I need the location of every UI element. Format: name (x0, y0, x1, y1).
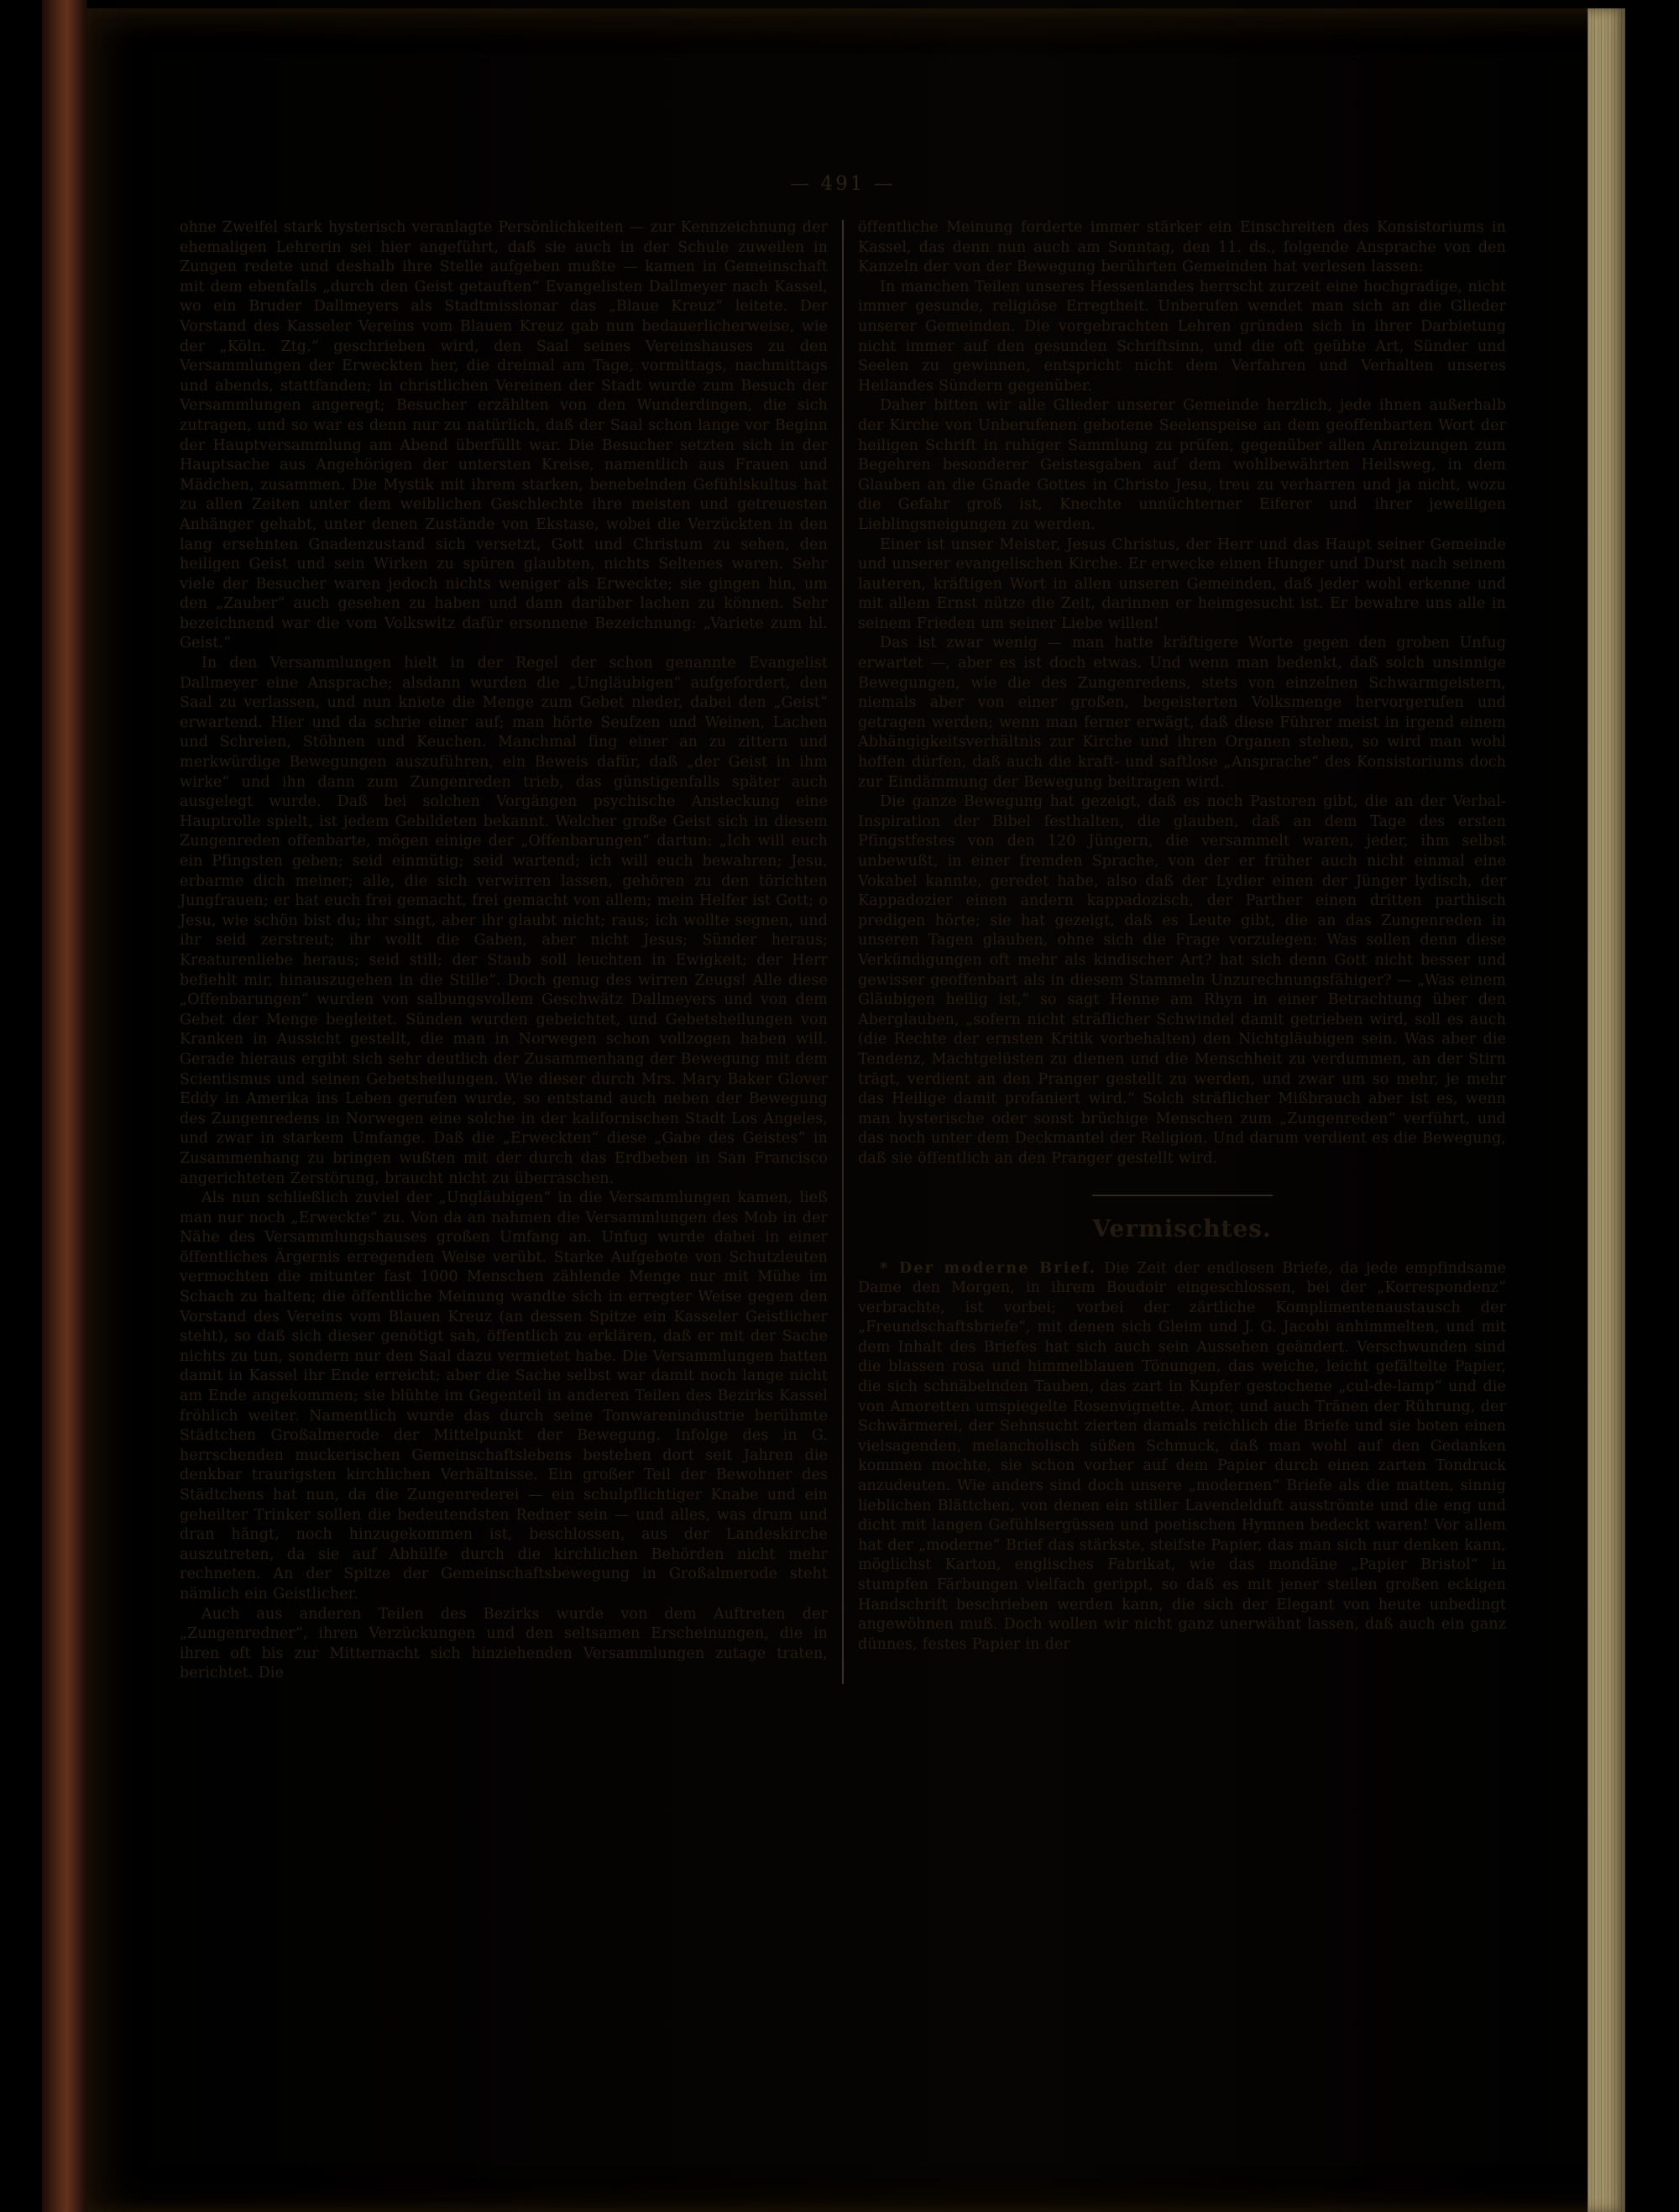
column-divider (842, 220, 844, 1684)
page-paper (87, 8, 1625, 2212)
section-rule (1092, 1195, 1273, 1196)
article-lead: * Der moderne Brief. (880, 1259, 1097, 1277)
paragraph: Als nun schließlich zuviel der „Ungläubigen“ in die Versammlungen kamen, ließ man nur noch „Erweckte“ zu. Von da an nahmen die Versammlungen des Mob in der Nähe des Versammlungshauses großen Umfang an. Unfug wurde dabei in einer öffentliches Ärgernis erregenden Weise verübt. Starke Aufgebote von Schutzleuten vermochten die mitunter fast 1000 Menschen zählende Menge nur mit Mühe im Schach zu halten; die öffentliche Meinung wandte sich in erregter Weise gegen den Vorstand des Vereins vom Blauen Kreuz (an dessen Spitze ein Kasseler Geistlicher steht), so daß sich dieser genötigt sah, öffentlich zu erklären, daß er mit der Sache nichts zu tun, sondern nur den Saal dazu vermietet habe. Die Versammlungen hatten damit in Kassel ihr Ende erreicht; aber die Sache selbst war damit noch lange nicht am Ende angekommen; sie blühte im Gegenteil in anderen Teilen des Bezirks Kassel fröhlich weiter. Namentlich wurde das durch seine Tonwarenindustrie berühmte Städtchen Großalmerode der Mittelpunkt der Bewegung. Infolge des in G. herrschenden muckerischen Gemeinschaftslebens bestehen dort seit Jahren die denkbar traurigsten kirchlichen Verhältnisse. Ein großer Teil der Bewohner des Städtchens hat nun, da die Zungenrederei — ein schulpflichtiger Knabe und ein geheilter Trinker sollen die bedeutendsten Redner sein — und alles, was drum und dran hängt, noch hinzugekommen ist, beschlossen, aus der Landeskirche auszutreten, da sie auf Abhülfe durch die kirchlichen Behörden nicht mehr rechneten. An der Spitze der Gemeinschaftsbewegung in Großalmerode steht nämlich ein Geistlicher. (180, 1190, 828, 1603)
paragraph: ohne Zweifel stark hysterisch veranlagte Persönlichkeiten — zur Kennzeichnung der ehemaligen Lehrerin sei hier angeführt, daß sie auch in der Schule zuweilen in Zungen redete und deshalb ihre Stelle aufgeben mußte — kamen in Gemeinschaft mit dem ebenfalls „durch den Geist getauften“ Evangelisten Dallmeyer nach Kassel, wo ein Bruder Dallmeyers als Stadtmissionar das „Blaue Kreuz“ leitete. Der Vorstand des Kasseler Vereins vom Blauen Kreuz gab nun bedauerlicherweise, wie der „Köln. Ztg.“ geschrieben wird, den Saal seines Vereinshauses zu den Versammlungen der Erweckten her, die dreimal am Tage, vormittags, nachmittags und abends, stattfanden; in christlichen Vereinen der Stadt wurde zum Besuch der Versammlungen angeregt; Besucher erzählten von den Wunderdingen, die sich zutragen, und so war es denn nur zu natürlich, daß der Saal schon lange vor Beginn der Hauptversammlung am Abend überfüllt war. Die Besucher setzten sich in der Hauptsache aus Angehörigen der untersten Kreise, namentlich aus Frauen und Mädchen, zusammen. Die Mystik mit ihrem starken, benebelnden Gefühlskultus hat zu allen Zeiten unter dem weiblichen Geschlechte ihre meisten und getreuesten Anhänger gehabt, unter denen Zustände von Ekstase, wobei die Verzückten in den lang ersehnten Gnadenzustand sich versetzt, Gott und Christum zu sehen, den heiligen Geist und sein Wirken zu spüren glaubten, nichts Seltenes waren. Sehr viele der Besucher waren jedoch nichts weniger als Erweckte; sie gingen hin, um den „Zauber“ auch gesehen zu haben und dann darüber lachen zu können. Sehr bezeichnend war die vom Volkswitz dafür ersonnene Bezeichnung: „Variete zum hl. Geist.“ (180, 219, 828, 652)
paragraph: Auch aus anderen Teilen des Bezirks wurde von dem Auftreten der „Zungenredner“, ihren Verzückungen und den seltsamen Erscheinungen, die in ihren oft bis zur Mitternacht sich hinziehenden Versammlungen zutage traten, berichtet. Die (180, 1605, 828, 1682)
paragraph: Daher bitten wir alle Glieder unserer Gemeinde herzlich, jede ihnen außerhalb der Kirche von Unberufenen gebotene Seelenspeise an dem geoffenbarten Wort der heiligen Schrift in ruhiger Sammlung zu prüfen, gegenüber allen Anreizungen zum Begehren besonderer Geistesgaben auf dem wohlbewährten Heilsweg, in dem Glauben an die Gnade Gottes in Christo Jesu, treu zu verharren und ja nicht, wozu die Gefahr groß ist, Knechte unnüchterner Eiferer und ihrer jeweiligen Lieblingsneigungen zu werden. (858, 397, 1506, 533)
article-body: Die Zeit der endlosen Briefe, da jede empfindsame Dame den Morgen, in ihrem Boudoir eingeschlossen, bei der „Korrespondenz“ verbrachte, ist vorbei; vorbei der zärtliche Komplimentenaustausch der „Freundschaftsbriefe“, mit denen sich Gleim und J. G. Jacobi anhimmelten, und mit dem Inhalt des Briefes hat sich auch sein Aussehen geändert. Verschwunden sind die blassen rosa und himmelblauen Tönungen, das weiche, leicht gefältelte Papier, die sich schnäbelnden Tauben, das zart in Kupfer gestochene „cul-de-lamp“ und die von Amoretten umspiegelte Rosenvignette. Amor, und auch Tränen der Rührung, der Schwärmerei, der Sehnsucht zierten damals reichlich die Briefe und sie boten einen vielsagenden, melancholisch süßen Schmuck, daß man wohl auf den Gedanken kommen mochte, sie schon vorher auf dem Papier durch einen zarten Tondruck anzudeuten. Wie anders sind doch unsere „modernen“ Briefe als die matten, sinnig lieblichen Blättchen, von denen ein stiller Lavendelduft ausströmte und die eng und dicht mit langen Gefühlsergüssen und poetischen Hymnen bedeckt waren! Vor allem hat der „moderne“ Brief das stärkste, steifste Papier, das man sich nur denken kann, möglichst Karton, englisches Fabrikat, wie das mondäne „Papier Bristol“ in stumpfen Färbungen vielfach gerippt, so daß es mit jener steilen großen eckigen Handschrift beschrieben werden kann, die sich der Elegant von heute unbedingt angewöhnen muß. Doch wollen wir nicht ganz unerwähnt lassen, daß auch ein ganz dünnes, festes Papier in der (858, 1259, 1506, 1653)
book-spine-edge (42, 0, 87, 2212)
text-column-right (858, 218, 1506, 1684)
paragraph: Einer ist unser Meister, Jesus Christus, der Herr und das Haupt seiner Gemeinde und unserer evangelischen Kirche. Er erwecke einen Hunger und Durst nach seinem lauteren, kräftigen Wort in allen unseren Gemeinden, daß jeder wohl erkenne und mit allem Ernst nütze die Zeit, darinnen er heimgesucht ist. Er bewahre uns alle in seinem Frieden um seiner Liebe willen! (858, 536, 1506, 632)
paragraph: In den Versammlungen hielt in der Regel der schon genannte Evangelist Dallmeyer eine Ansprache; alsdann wurden die „Ungläubigen“ aufgefordert, den Saal zu verlassen, und nun kniete die Menge zum Gebet nieder, dabei den „Geist“ erwartend. Hier und da schrie einer auf; man hörte Seufzen und Weinen, Lachen und Schreien, Stöhnen und Keuchen. Manchmal fing einer an zu zittern und merkwürdige Bewegungen auszuführen, ein Beweis dafür, daß „der Geist in ihm wirke“ und ihn dann zum Zungenreden trieb, das günstigenfalls später auch ausgelegt wurde. Daß bei solchen Vorgängen psychische Ansteckung eine Hauptrolle spielt, ist jedem Gebildeten bekannt. Welcher große Geist sich in diesem Zungenreden offenbarte, mögen einige der „Offenbarungen“ dartun: „Ich will euch ein Pfingsten geben; seid einmütig; seid wartend; ich will euch bewahren; Jesu, erbarme dich meiner; alle, die sich verwirren lassen, gehören zu den törichten Jungfrauen; er hat euch frei gemacht, frei gemacht von allem; mein Helfer ist Gott; o Jesu, wie schön bist du; ihr singt, aber ihr glaubt nicht; raus; ich wollte segnen, und ihr seid zerstreut; ihr wollt die Gaben, aber nicht Jesus; Sünder heraus; Kreaturenliebe heraus; seid still; der Staub soll leuchten in Ewigkeit; der Herr befiehlt mir, hinauszugehen in die Stille“. Doch genug des wirren Zeugs! Alle diese „Offenbarungen“ wurden von salbungsvollem Geschwätz Dallmeyers und von dem Gebet der Menge begleitet. Sünden wurden gebeichtet, und Gebetsheilungen von Kranken in Aussicht gestellt, die man in Norwegen schon vollzogen haben will. Gerade hieraus ergibt sich sehr deutlich der Zusammenhang der Bewegung mit dem Scientismus und seinen Gebetsheilungen. Wie dieser durch Mrs. Mary Baker Glover Eddy in Amerika ins Leben gerufen wurde, so entstand auch neben der Bewegung des Zungenredens in Norwegen eine solche in der kalifornischen Stadt Los Angeles, und zwar in starkem Umfange. Daß die „Erweckten“ diese „Gabe des Geistes“ in Zusammenhang zu bringen wußten mit der durch das Erdbeben in San Francisco angerichteten Zerstörung, braucht nicht zu überraschen. (180, 655, 828, 1187)
paragraph (858, 1259, 1506, 1655)
paragraph: In manchen Teilen unseres Hessenlandes herrscht zurzeit eine hochgradige, nicht immer gesunde, religiöse Erregtheit. Unberufen wendet man sich an die Glieder unserer Gemeinden. Die vorgebrachten Lehren gründen sich in ihrer Darbietung nicht immer auf den gesunden Schriftsinn, und die oft geübte Art, Sünder und Seelen zu gewinnen, entspricht nicht dem Verfahren und Verhalten unseres Heilandes Sündern gegenüber. (858, 278, 1506, 395)
text-column-left (180, 218, 828, 1684)
paragraph: Das ist zwar wenig — man hatte kräftigere Worte gegen den groben Unfug erwartet —, aber es ist doch etwas. Und wenn man bedenkt, daß solch unsinnige Bewegungen, wie die des Zungenredens, stets von einzelnen Schwarmgeistern, niemals aber von einer großen, begeisterten Volksmenge hervorgerufen und getragen werden; wenn man ferner erwägt, daß diese Führer meist in irgend einem Abhängigkeitsverhältnis zur Kirche und ihren Organen stehen, so wird man wohl hoffen dürfen, daß auch die kraft- und saftlose „Ansprache“ des Konsistoriums doch zur Eindämmung der Bewegung beitragen wird. (858, 635, 1506, 791)
page-edge-stack (1587, 8, 1625, 2212)
page-number: — 491 — (790, 173, 896, 195)
section-heading: Vermischtes. (1092, 1214, 1272, 1242)
paragraph: öffentliche Meinung forderte immer stärker ein Einschreiten des Konsistoriums in Kassel, das denn nun auch am Sonntag, den 11. ds., folgende Ansprache von den Kanzeln der von der Bewegung berührten Gemeinden hat verlesen lassen: (858, 219, 1506, 276)
paragraph: Die ganze Bewegung hat gezeigt, daß es noch Pastoren gibt, die an der Verbal-Inspiration der Bibel festhalten, die glauben, daß an dem Tage des ersten Pfingstfestes von den 120 Jüngern, die versammelt waren, jeder, ihm selbst unbewußt, in einer fremden Sprache, von der er früher auch nicht einmal eine Vokabel kannte, geredet habe, also daß der Lydier einen der Jünger lydisch, der Kappadozier einen andern kappadozisch, der Parther einen dritten parthisch predigen hörte; sie hat gezeigt, daß es Leute gibt, die an das Zungenreden in unseren Tagen glauben, ohne sich die Frage vorzulegen: Was sollen denn diese Verkündigungen oft mehr als kindischer Art? hat sich denn Gott nicht besser und gewisser geoffenbart als in diesem Stammeln Unzurechnungsfähiger? — „Was einem Gläubigen heilig ist,“ so sagt Henne am Rhyn in einer Betrachtung über den Aberglauben, „sofern nicht sträflicher Schwindel damit getrieben wird, soll es auch (die Rechte der ernsten Kritik vorbehalten) den Nichtgläubigen sein. Was aber die Tendenz, Machtgelüsten zu dienen und die Menschheit zu verdummen, an der Stirn trägt, verdient an den Pranger gestellt zu werden, und zwar um so mehr, je mehr das Heilige damit profaniert wird.“ Solch sträflicher Mißbrauch aber ist es, wenn man hysterische oder sonst brüchige Menschen zum „Zungenreden“ verführt, und das noch unter dem Deckmantel der Religion. Und darum verdient es die Bewegung, daß sie öffentlich an den Pranger gestellt wird. (858, 793, 1506, 1167)
text-columns (180, 218, 1506, 1684)
page-content (180, 173, 1506, 1684)
